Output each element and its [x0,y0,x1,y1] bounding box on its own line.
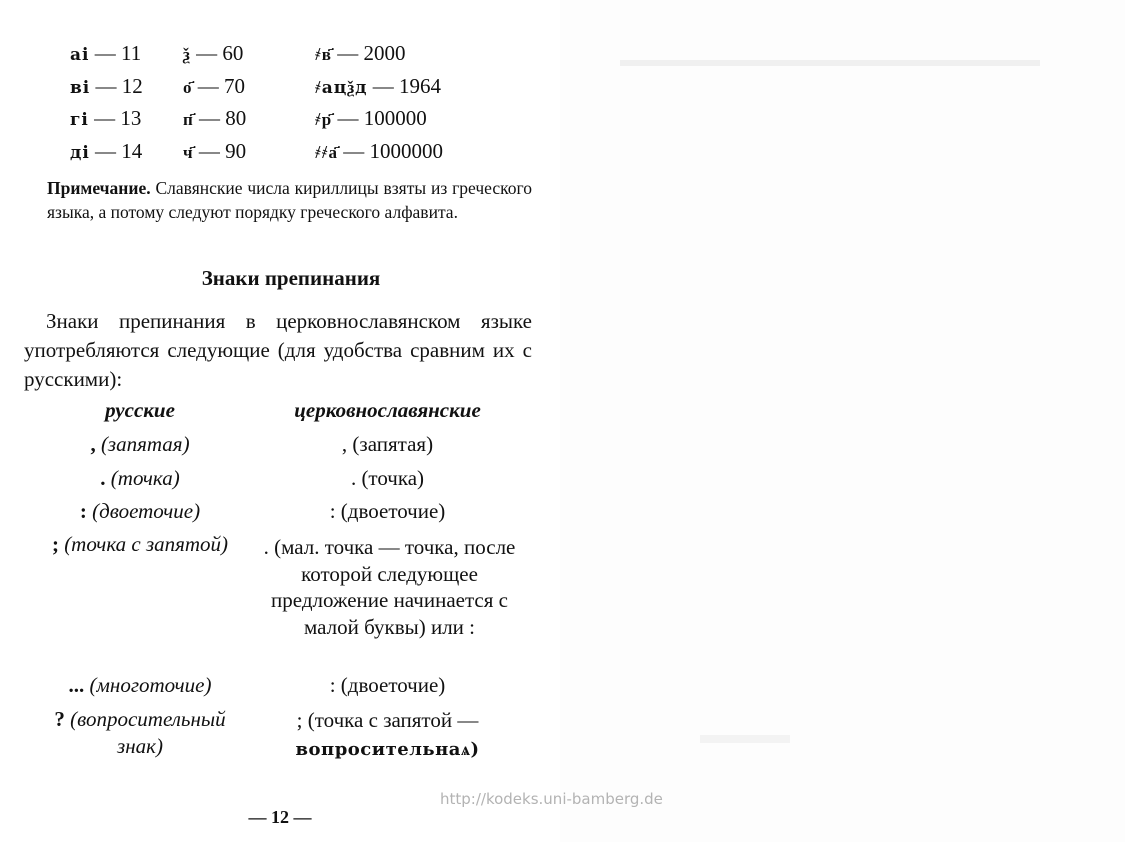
left-page [0,0,560,842]
russian-mark-comma: , (запятая) [90,432,190,456]
numeral-1000000: ҂҂а҃ — 1000000 [315,139,443,163]
numeral-13: гі — 13 [70,106,142,130]
section-title: Знаки препинания [201,266,381,290]
note-label: Примечание. [47,178,151,198]
numeral-70: о҃ — 70 [183,74,245,98]
note-paragraph [47,176,532,224]
numeral-80: п҃ — 80 [183,106,247,130]
numeral-12: ві — 12 [70,74,143,98]
church-mark-colon-2: : (двоеточие) [329,673,446,697]
page-number: — 12 — [248,807,312,827]
watermark-url[interactable]: http://kodeks.uni-bamberg.de [440,790,663,808]
russian-mark-question: ? (вопросительный знак) [54,707,226,758]
russian-mark-ellipsis: ... (многоточие) [68,673,212,697]
russian-mark-semicolon: ; (точка с запятой) [51,532,229,556]
church-mark-comma: , (запятая) [341,432,434,456]
show-through-smudge-2 [700,735,790,743]
church-mark-period: . (точка) [350,466,425,490]
church-question-text: ; (точка с запятой — [296,708,479,732]
church-mark-question [255,706,520,764]
russian-mark-colon: : (двоеточие) [79,499,201,523]
numeral-11: аі — 11 [70,41,142,65]
russian-mark-period: . (точка) [100,466,180,490]
body-paragraph: Знаки препинания в церковнославянском языке употребляются следующие (для удобства сравним их с русскими): [24,309,532,391]
church-question-slavonic: вопросительнаѧ) [295,739,480,760]
show-through-smudge [620,60,1040,66]
right-page-blank [560,0,1125,842]
numeral-2000: ҂в҃ — 2000 [315,41,406,65]
church-mark-colon: : (двоеточие) [329,499,446,523]
column-header-church: церковнославянские [294,398,481,422]
church-mark-small-period: . (мал. точка — точка, после которой следующее предложение начинается с малой буквы) или : [263,535,516,639]
note-text: Славянские числа кириллицы взяты из греческого языка, а потому следуют порядку греческого алфавита. [47,178,533,222]
numeral-100000: ҂р҃ — 100000 [315,106,427,130]
numeral-14: ді — 14 [70,139,143,163]
numeral-1964: ҂ацѯд — 1964 [315,74,441,98]
column-header-russian: русские [105,398,175,422]
numeral-60: ѯ — 60 [183,41,244,65]
numeral-90: ч҃ — 90 [183,139,247,163]
